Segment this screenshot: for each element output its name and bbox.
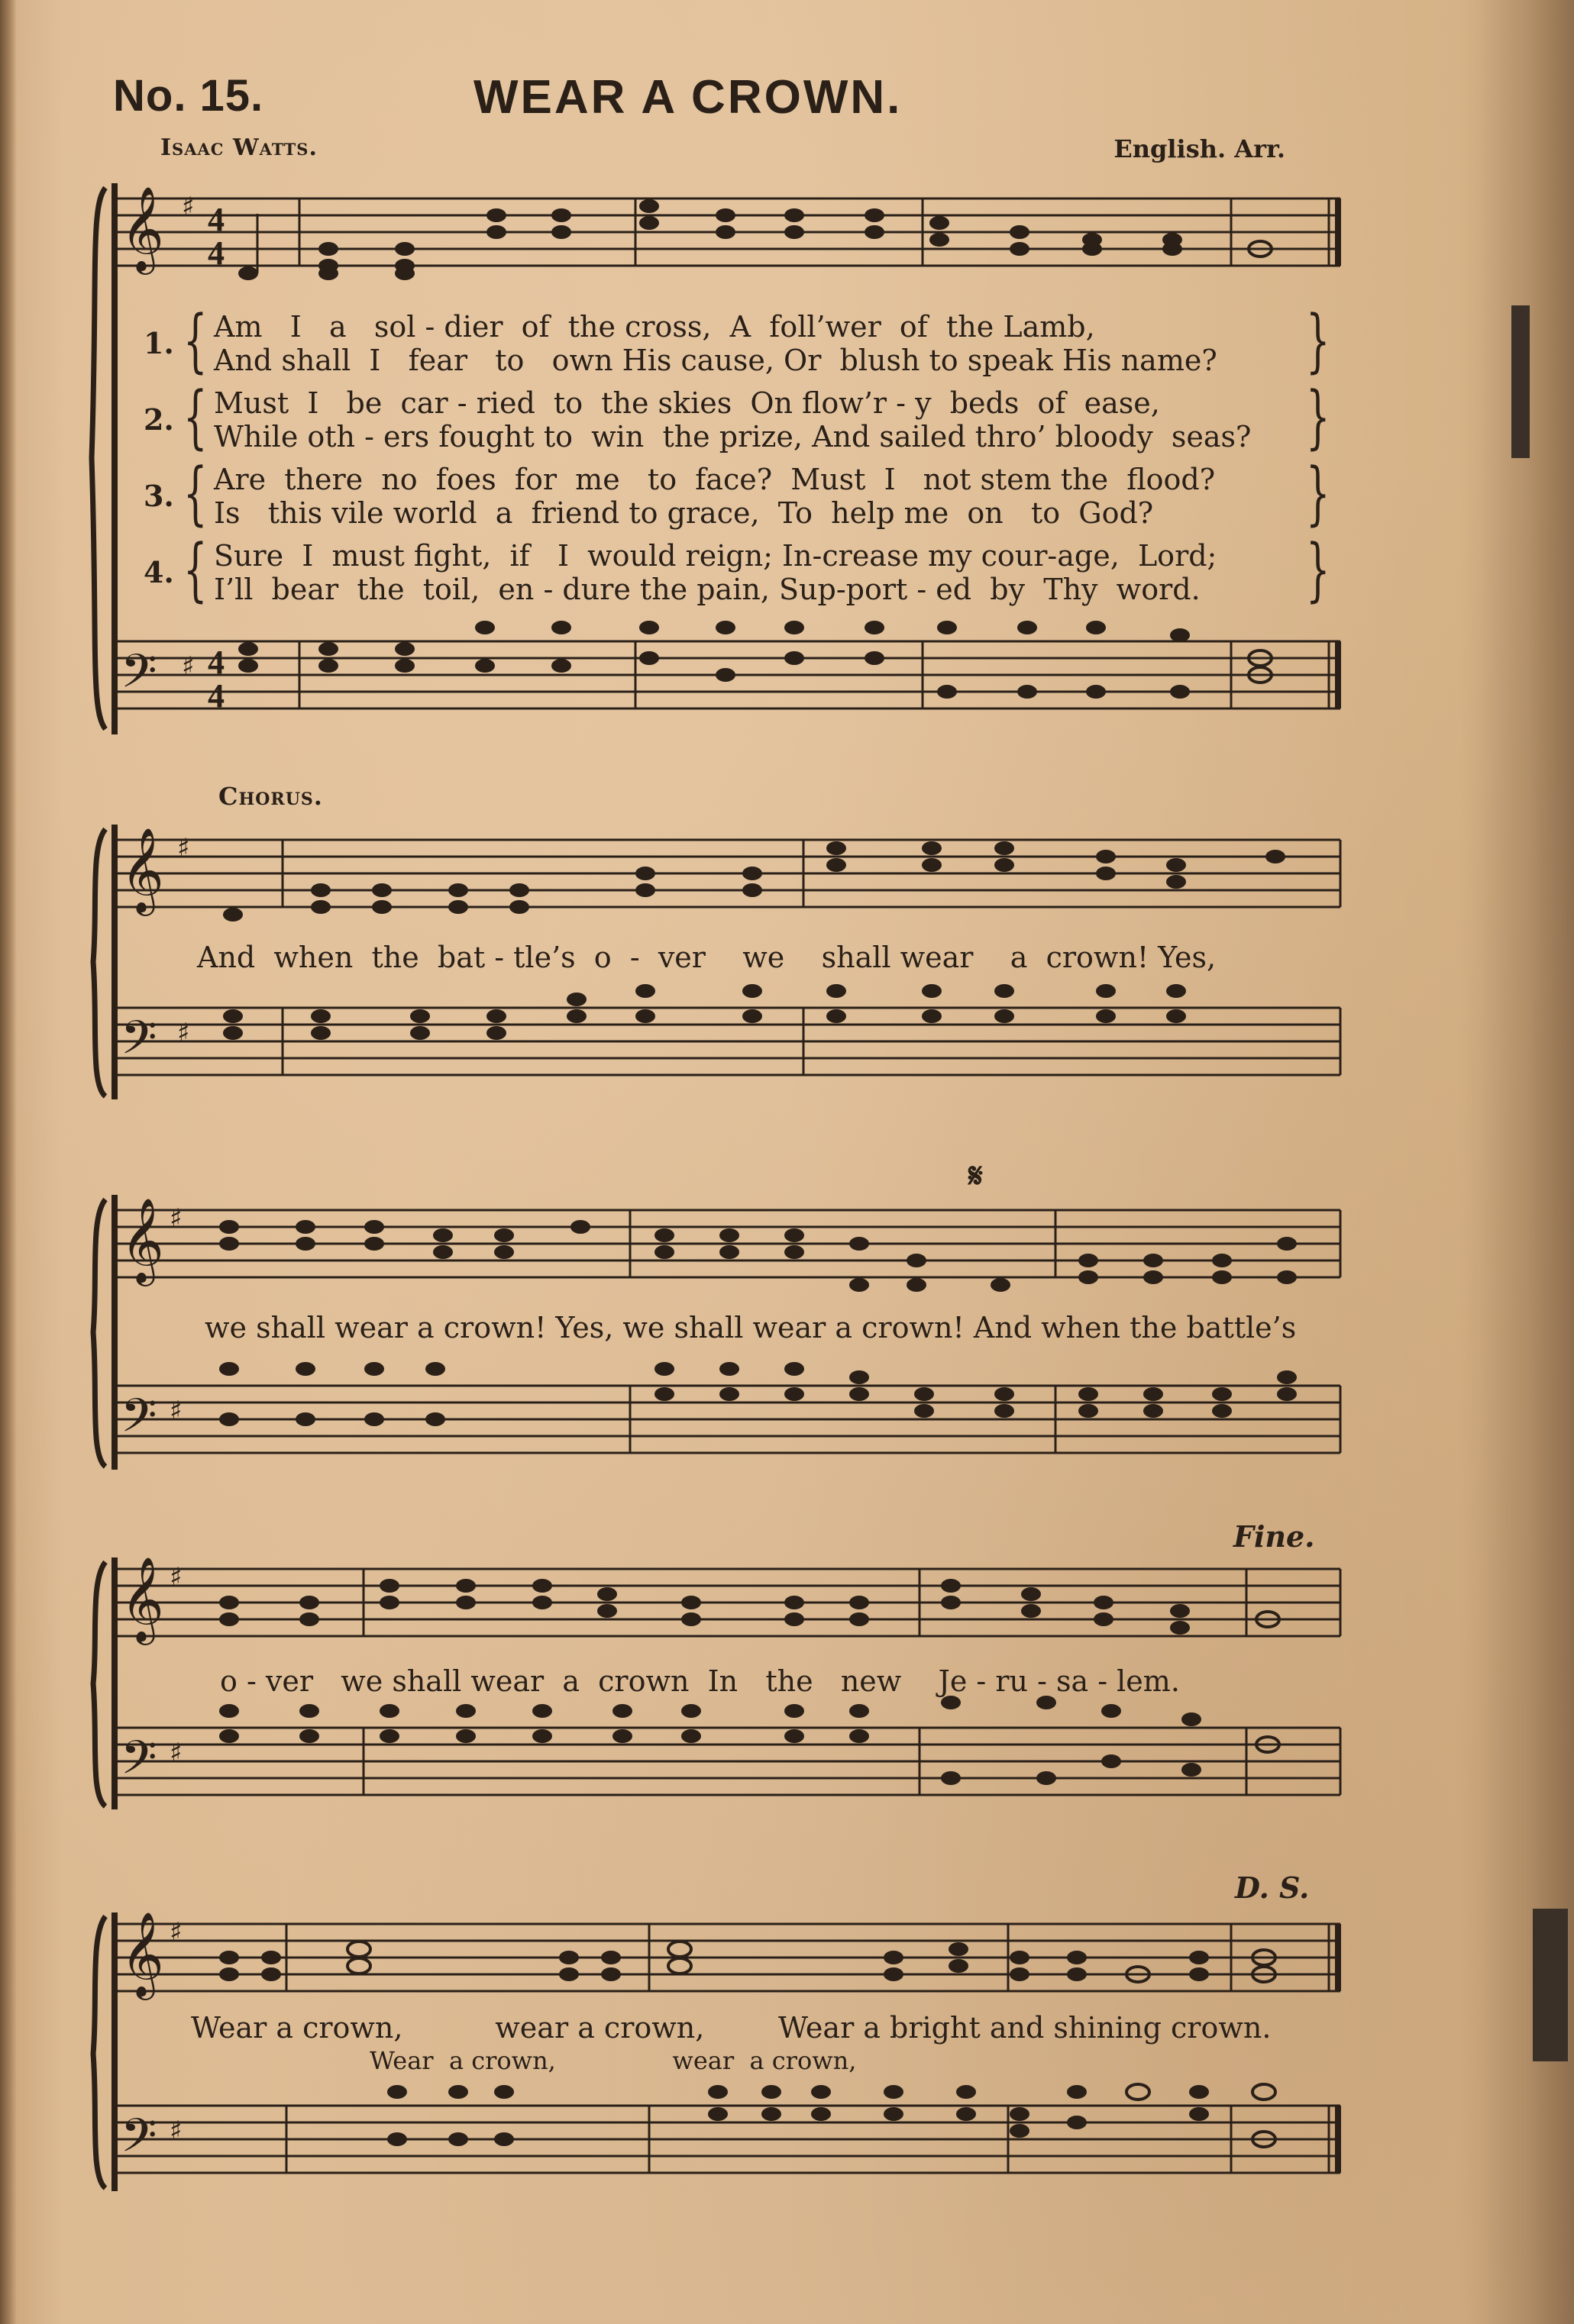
svg-text:♯: ♯ xyxy=(170,1917,183,1948)
verse-line: Sure I must fight, if I would reign; In-crease my cour-age, Lord; xyxy=(214,539,1217,573)
svg-text:𝄢: 𝄢 xyxy=(121,1731,157,1796)
svg-text:𝄞: 𝄞 xyxy=(121,1556,164,1641)
verse-number: 4. xyxy=(144,555,174,589)
svg-text:♯: ♯ xyxy=(170,1203,183,1234)
verse-brace-right: } xyxy=(1306,377,1330,457)
music-system-chorus-2 xyxy=(0,1157,1574,1477)
verse-brace-right: } xyxy=(1306,301,1330,381)
chorus-lyric-line: we shall wear a crown! Yes, we shall wear a crown! And when the battle’s xyxy=(205,1311,1297,1344)
verse-brace-left: { xyxy=(183,530,208,610)
chorus-lyric-line: o - ver we shall wear a crown In the new Je - ru - sa - lem. xyxy=(220,1664,1180,1698)
music-system-chorus-3 xyxy=(0,1519,1574,1840)
chorus-label: Chorus. xyxy=(218,782,323,811)
verse-brace-left: { xyxy=(183,377,208,457)
verse-brace-right: } xyxy=(1306,454,1330,534)
verse-2 xyxy=(137,377,1330,457)
verse-3 xyxy=(137,454,1330,534)
verse-1 xyxy=(137,301,1330,381)
segno-sign: 𝄋 xyxy=(968,1157,983,1196)
verse-number: 3. xyxy=(144,479,174,513)
music-system-chorus-1 xyxy=(0,779,1574,1107)
verse-brace-left: { xyxy=(183,301,208,381)
svg-text:4: 4 xyxy=(208,234,225,272)
chorus-lyric-line: Wear a crown, wear a crown, Wear a bright and shining crown. xyxy=(191,2011,1272,2045)
svg-text:4: 4 xyxy=(208,677,225,715)
verse-line: Must I be car - ried to the skies On flow’r - y beds of ease, xyxy=(214,386,1160,420)
svg-text:♯: ♯ xyxy=(170,1396,183,1426)
hymn-title: WEAR A CROWN. xyxy=(473,71,903,124)
verse-number: 2. xyxy=(144,402,174,437)
svg-text:♯: ♯ xyxy=(177,833,190,863)
verse-line: Am I a sol - dier of the cross, A foll’wer of the Lamb, xyxy=(214,310,1095,344)
svg-text:4: 4 xyxy=(208,644,225,681)
music-system-verses xyxy=(0,160,1574,741)
svg-text:♯: ♯ xyxy=(170,1738,183,1768)
verse-line: Is this vile world a friend to grace, To help me on to God? xyxy=(214,496,1154,530)
hymn-number: No. 15. xyxy=(113,71,264,121)
verse-line: I’ll bear the toil, en - dure the pain, Sup-port - ed by Thy word. xyxy=(214,573,1201,606)
ds-marking: D. S. xyxy=(1235,1870,1310,1905)
fine-marking: Fine. xyxy=(1233,1519,1315,1554)
verse-line: And shall I fear to own His cause, Or blush to speak His name? xyxy=(214,344,1217,377)
verse-4 xyxy=(137,530,1330,610)
svg-text:♯: ♯ xyxy=(182,192,195,222)
svg-text:4: 4 xyxy=(208,201,225,238)
hymn-composer: English. Arr. xyxy=(1113,134,1285,163)
verse-line: Are there no foes for me to face? Must I not stem the flood? xyxy=(214,463,1216,496)
verses xyxy=(137,301,1330,615)
verse-brace-right: } xyxy=(1306,530,1330,610)
svg-text:𝄞: 𝄞 xyxy=(121,1911,164,1996)
svg-text:𝄞: 𝄞 xyxy=(121,186,164,271)
svg-text:♯: ♯ xyxy=(170,1562,183,1593)
svg-text:𝄢: 𝄢 xyxy=(121,644,157,710)
svg-text:𝄢: 𝄢 xyxy=(121,1011,157,1076)
verse-number: 1. xyxy=(144,326,174,360)
verse-brace-left: { xyxy=(183,454,208,534)
svg-text:♯: ♯ xyxy=(170,2116,183,2146)
hymn-author: Isaac Watts. xyxy=(160,134,318,161)
svg-text:𝄢: 𝄢 xyxy=(121,1389,157,1454)
chorus-bass-lyric-line: Wear a crown, wear a crown, xyxy=(370,2046,857,2075)
svg-text:𝄞: 𝄞 xyxy=(121,1197,164,1283)
svg-text:♯: ♯ xyxy=(177,1018,190,1048)
music-system-chorus-4 xyxy=(0,1870,1574,2199)
chorus-lyric-line: And when the bat - tle’s o - ver we shall wear a crown! Yes, xyxy=(197,941,1217,974)
svg-text:𝄞: 𝄞 xyxy=(121,827,164,912)
svg-text:♯: ♯ xyxy=(182,651,195,682)
verse-line: While oth - ers fought to win the prize, And sailed thro’ bloody seas? xyxy=(214,420,1252,454)
svg-text:𝄢: 𝄢 xyxy=(121,2109,157,2174)
